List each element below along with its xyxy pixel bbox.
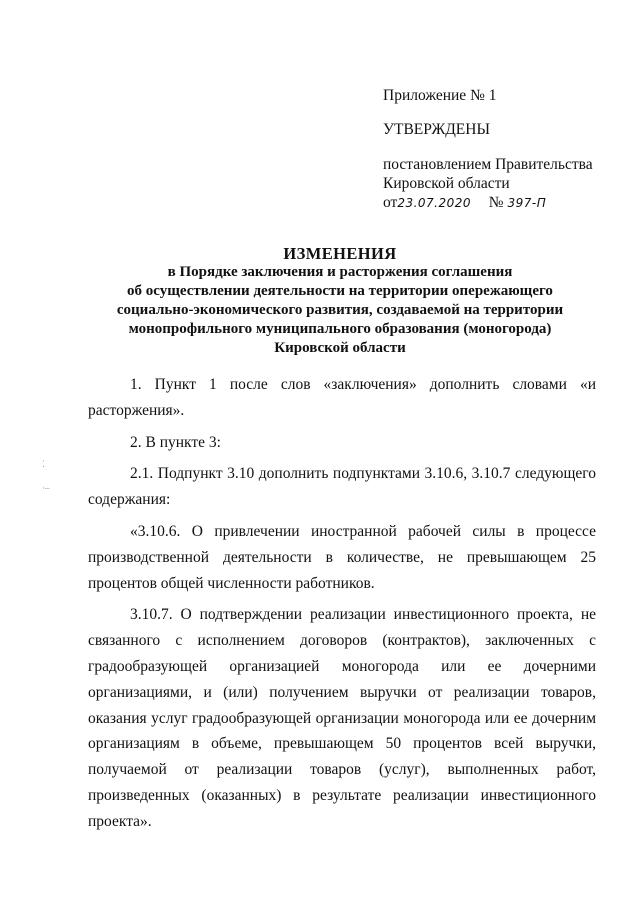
heading-line: в Порядке заключения и расторжения соглашения	[167, 264, 513, 280]
heading-line: Кировской области	[274, 340, 406, 356]
approval-line-2: Кировской области	[383, 175, 510, 192]
heading-title: ИЗМЕНЕНИЯ	[283, 244, 397, 263]
scan-mark: ⁚	[42, 459, 45, 469]
heading-line: монопрофильного муниципального образования (моногорода)	[128, 321, 552, 337]
approval-date-line	[383, 193, 623, 213]
paragraph-1: 1. Пункт 1 после слов «заключения» дополнить словами «и расторжения».	[88, 376, 596, 419]
approved-label: УТВЕРЖДЕНЫ	[383, 121, 490, 138]
number-prefix: №	[488, 194, 504, 211]
approval-line-1: постановлением Правительства	[383, 156, 593, 173]
heading-line: об осуществлении деятельности на территории опережающего	[127, 283, 553, 299]
approval-date: 23.07.2020	[397, 196, 472, 210]
scan-mark: ·–	[42, 483, 50, 493]
heading-line: социально-экономического развития, создаваемой на территории	[116, 302, 564, 318]
document-number: 397-П	[507, 196, 547, 210]
paragraph-2: 2. В пункте 3:	[130, 433, 221, 451]
document-heading	[70, 244, 610, 358]
appendix-number: Приложение № 1	[383, 87, 497, 104]
paragraph-2-1: 2.1. Подпункт 3.10 дополнить подпунктами 3.10.6, 3.10.7 следующего содержания:	[88, 465, 596, 509]
document-body	[88, 372, 596, 841]
paragraph-3-10-7: 3.10.7. О подтверждении реализации инвестиционного проекта, не связанного с исполнением договоров (контрактов), заключенных с градообразующей организацией моногорода или ее дочерними организациями, и (или) получением выручки от реализации товаров, оказания услуг градообразующей организации моногорода или ее дочерним организациям в объеме, превышающем 50 процентов всей выручки, получаемой от реализации товаров (услуг), выполненных работ, произведенных (оказанных) в результате реализации инвестиционного проекта».	[88, 606, 596, 830]
date-prefix: от	[383, 194, 398, 211]
paragraph-3-10-6: «3.10.6. О привлечении иностранной рабочей силы в процессе производственной деятельности в количестве, не превышающем 25 процентов общей численности работников.	[88, 522, 596, 592]
